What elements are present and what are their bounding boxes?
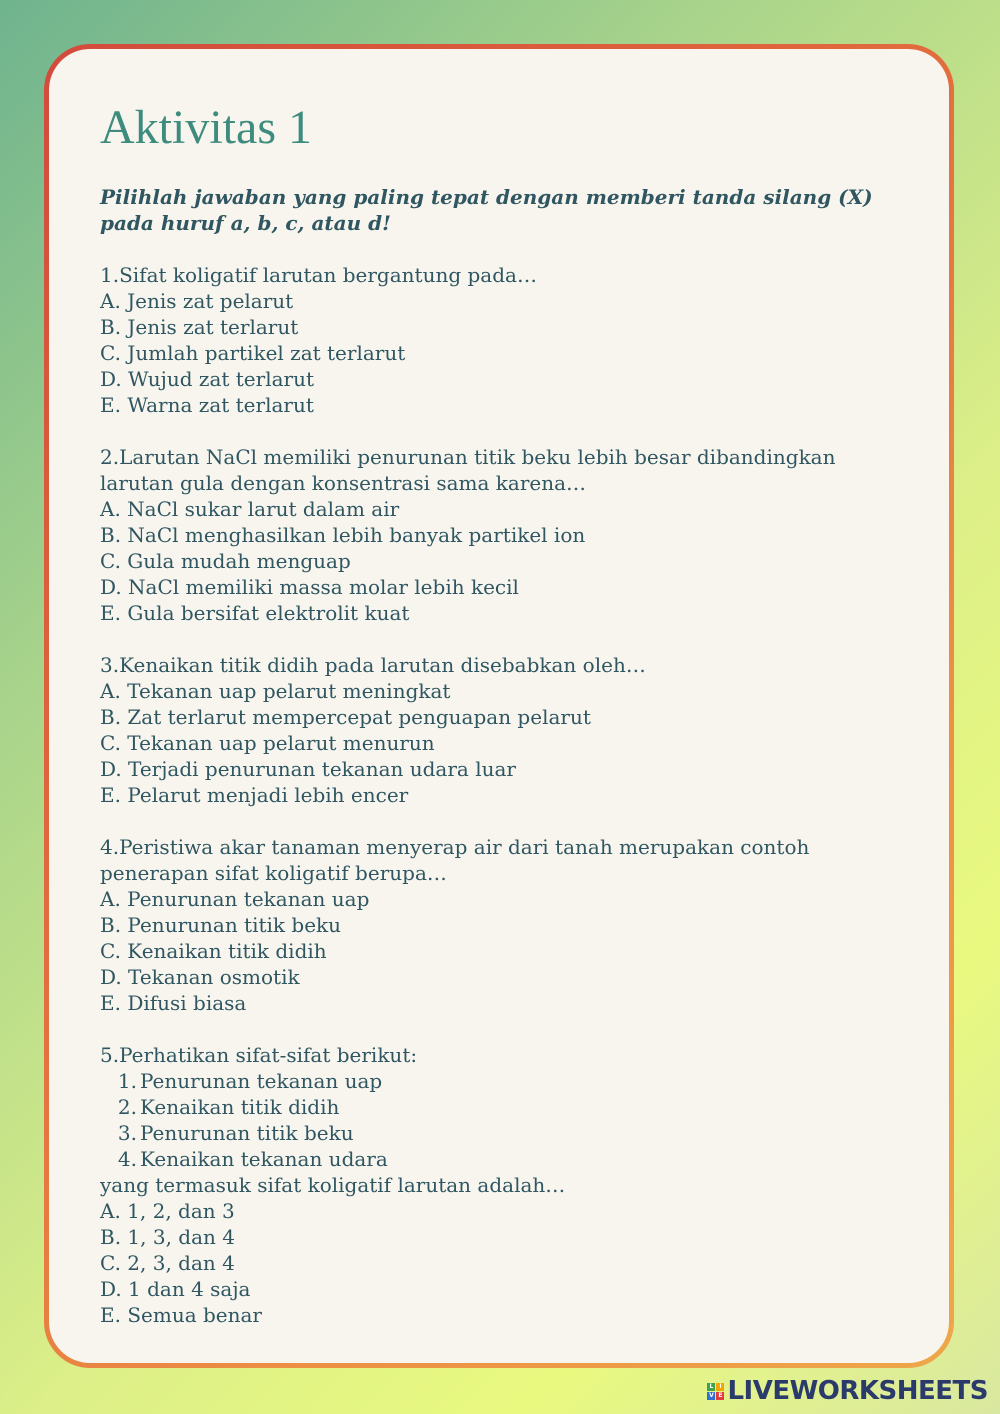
option-e[interactable]: E. Difusi biasa (100, 991, 247, 1015)
option-c[interactable]: C. Kenaikan titik didih (100, 939, 327, 963)
list-item (117, 1146, 900, 1172)
option-b[interactable]: B. NaCl menghasilkan lebih banyak partikel ion (100, 523, 586, 547)
list-text: Penurunan tekanan uap (140, 1069, 383, 1093)
liveworksheets-logo[interactable] (707, 1376, 988, 1406)
option-d[interactable]: D. Tekanan osmotik (100, 965, 300, 989)
list-number: 3. (117, 1121, 137, 1145)
option-b[interactable]: B. Jenis zat terlarut (100, 315, 299, 339)
question-text: 2.Larutan NaCl memiliki penurunan titik beku lebih besar dibandingkan larutan gula dengan konsentrasi sama karena… (100, 445, 836, 495)
option-b[interactable]: B. 1, 3, dan 4 (100, 1225, 235, 1249)
question-text: 1.Sifat koligatif larutan bergantung pada… (100, 263, 537, 287)
logo-mark-cell: V (709, 1391, 714, 1399)
option-b[interactable]: B. Penurunan titik beku (100, 913, 342, 937)
instruction-text: Pilihlah jawaban yang paling tepat dengan memberi tanda silang (X) pada huruf a, b, c, atau d! (100, 185, 873, 235)
option-d[interactable]: D. Wujud zat terlarut (100, 367, 314, 391)
question-prompt: yang termasuk sifat koligatif larutan adalah… (100, 1173, 566, 1197)
list-text: Penurunan titik beku (140, 1121, 354, 1145)
logo-text: LIVEWORKSHEETS (727, 1376, 988, 1406)
option-e[interactable]: E. Pelarut menjadi lebih encer (100, 783, 409, 807)
list-item (117, 1120, 900, 1146)
list-number: 4. (117, 1147, 137, 1171)
option-c[interactable]: C. 2, 3, dan 4 (100, 1251, 235, 1275)
option-d[interactable]: D. Terjadi penurunan tekanan udara luar (100, 757, 516, 781)
question-2 (100, 444, 900, 626)
list-text: Kenaikan titik didih (140, 1095, 340, 1119)
question-text: 4.Peristiwa akar tanaman menyerap air dari tanah merupakan contoh penerapan sifat koligatif berupa… (100, 835, 810, 885)
option-e[interactable]: E. Semua benar (100, 1303, 262, 1327)
worksheet-content (100, 100, 900, 1354)
list-text: Kenaikan tekanan udara (140, 1147, 388, 1171)
question-text: 5.Perhatikan sifat-sifat berikut: (100, 1043, 418, 1067)
option-c[interactable]: C. Jumlah partikel zat terlarut (100, 341, 406, 365)
list-item (117, 1068, 900, 1094)
logo-mark-cell: L (707, 1383, 715, 1391)
list-item (117, 1094, 900, 1120)
option-b[interactable]: B. Zat terlarut mempercepat penguapan pelarut (100, 705, 591, 729)
numbered-list (100, 1068, 900, 1172)
page-title: Aktivitas 1 (100, 101, 312, 154)
question-5 (100, 1042, 900, 1328)
list-number: 1. (117, 1069, 137, 1093)
option-e[interactable]: E. Warna zat terlarut (100, 393, 314, 417)
logo-mark-icon (707, 1383, 724, 1400)
option-a[interactable]: A. Jenis zat pelarut (100, 289, 294, 313)
option-a[interactable]: A. Penurunan tekanan uap (100, 887, 370, 911)
logo-mark-cell: I (716, 1383, 724, 1391)
question-4 (100, 834, 900, 1016)
logo-mark-cell: E (718, 1391, 723, 1399)
option-d[interactable]: D. NaCl memiliki massa molar lebih kecil (100, 575, 519, 599)
option-d[interactable]: D. 1 dan 4 saja (100, 1277, 251, 1301)
option-a[interactable]: A. 1, 2, dan 3 (100, 1199, 235, 1223)
question-text: 3.Kenaikan titik didih pada larutan disebabkan oleh… (100, 653, 646, 677)
question-1 (100, 262, 900, 418)
option-a[interactable]: A. NaCl sukar larut dalam air (100, 497, 400, 521)
list-number: 2. (117, 1095, 137, 1119)
option-e[interactable]: E. Gula bersifat elektrolit kuat (100, 601, 410, 625)
option-c[interactable]: C. Tekanan uap pelarut menurun (100, 731, 435, 755)
option-a[interactable]: A. Tekanan uap pelarut meningkat (100, 679, 451, 703)
option-c[interactable]: C. Gula mudah menguap (100, 549, 351, 573)
question-3 (100, 652, 900, 808)
